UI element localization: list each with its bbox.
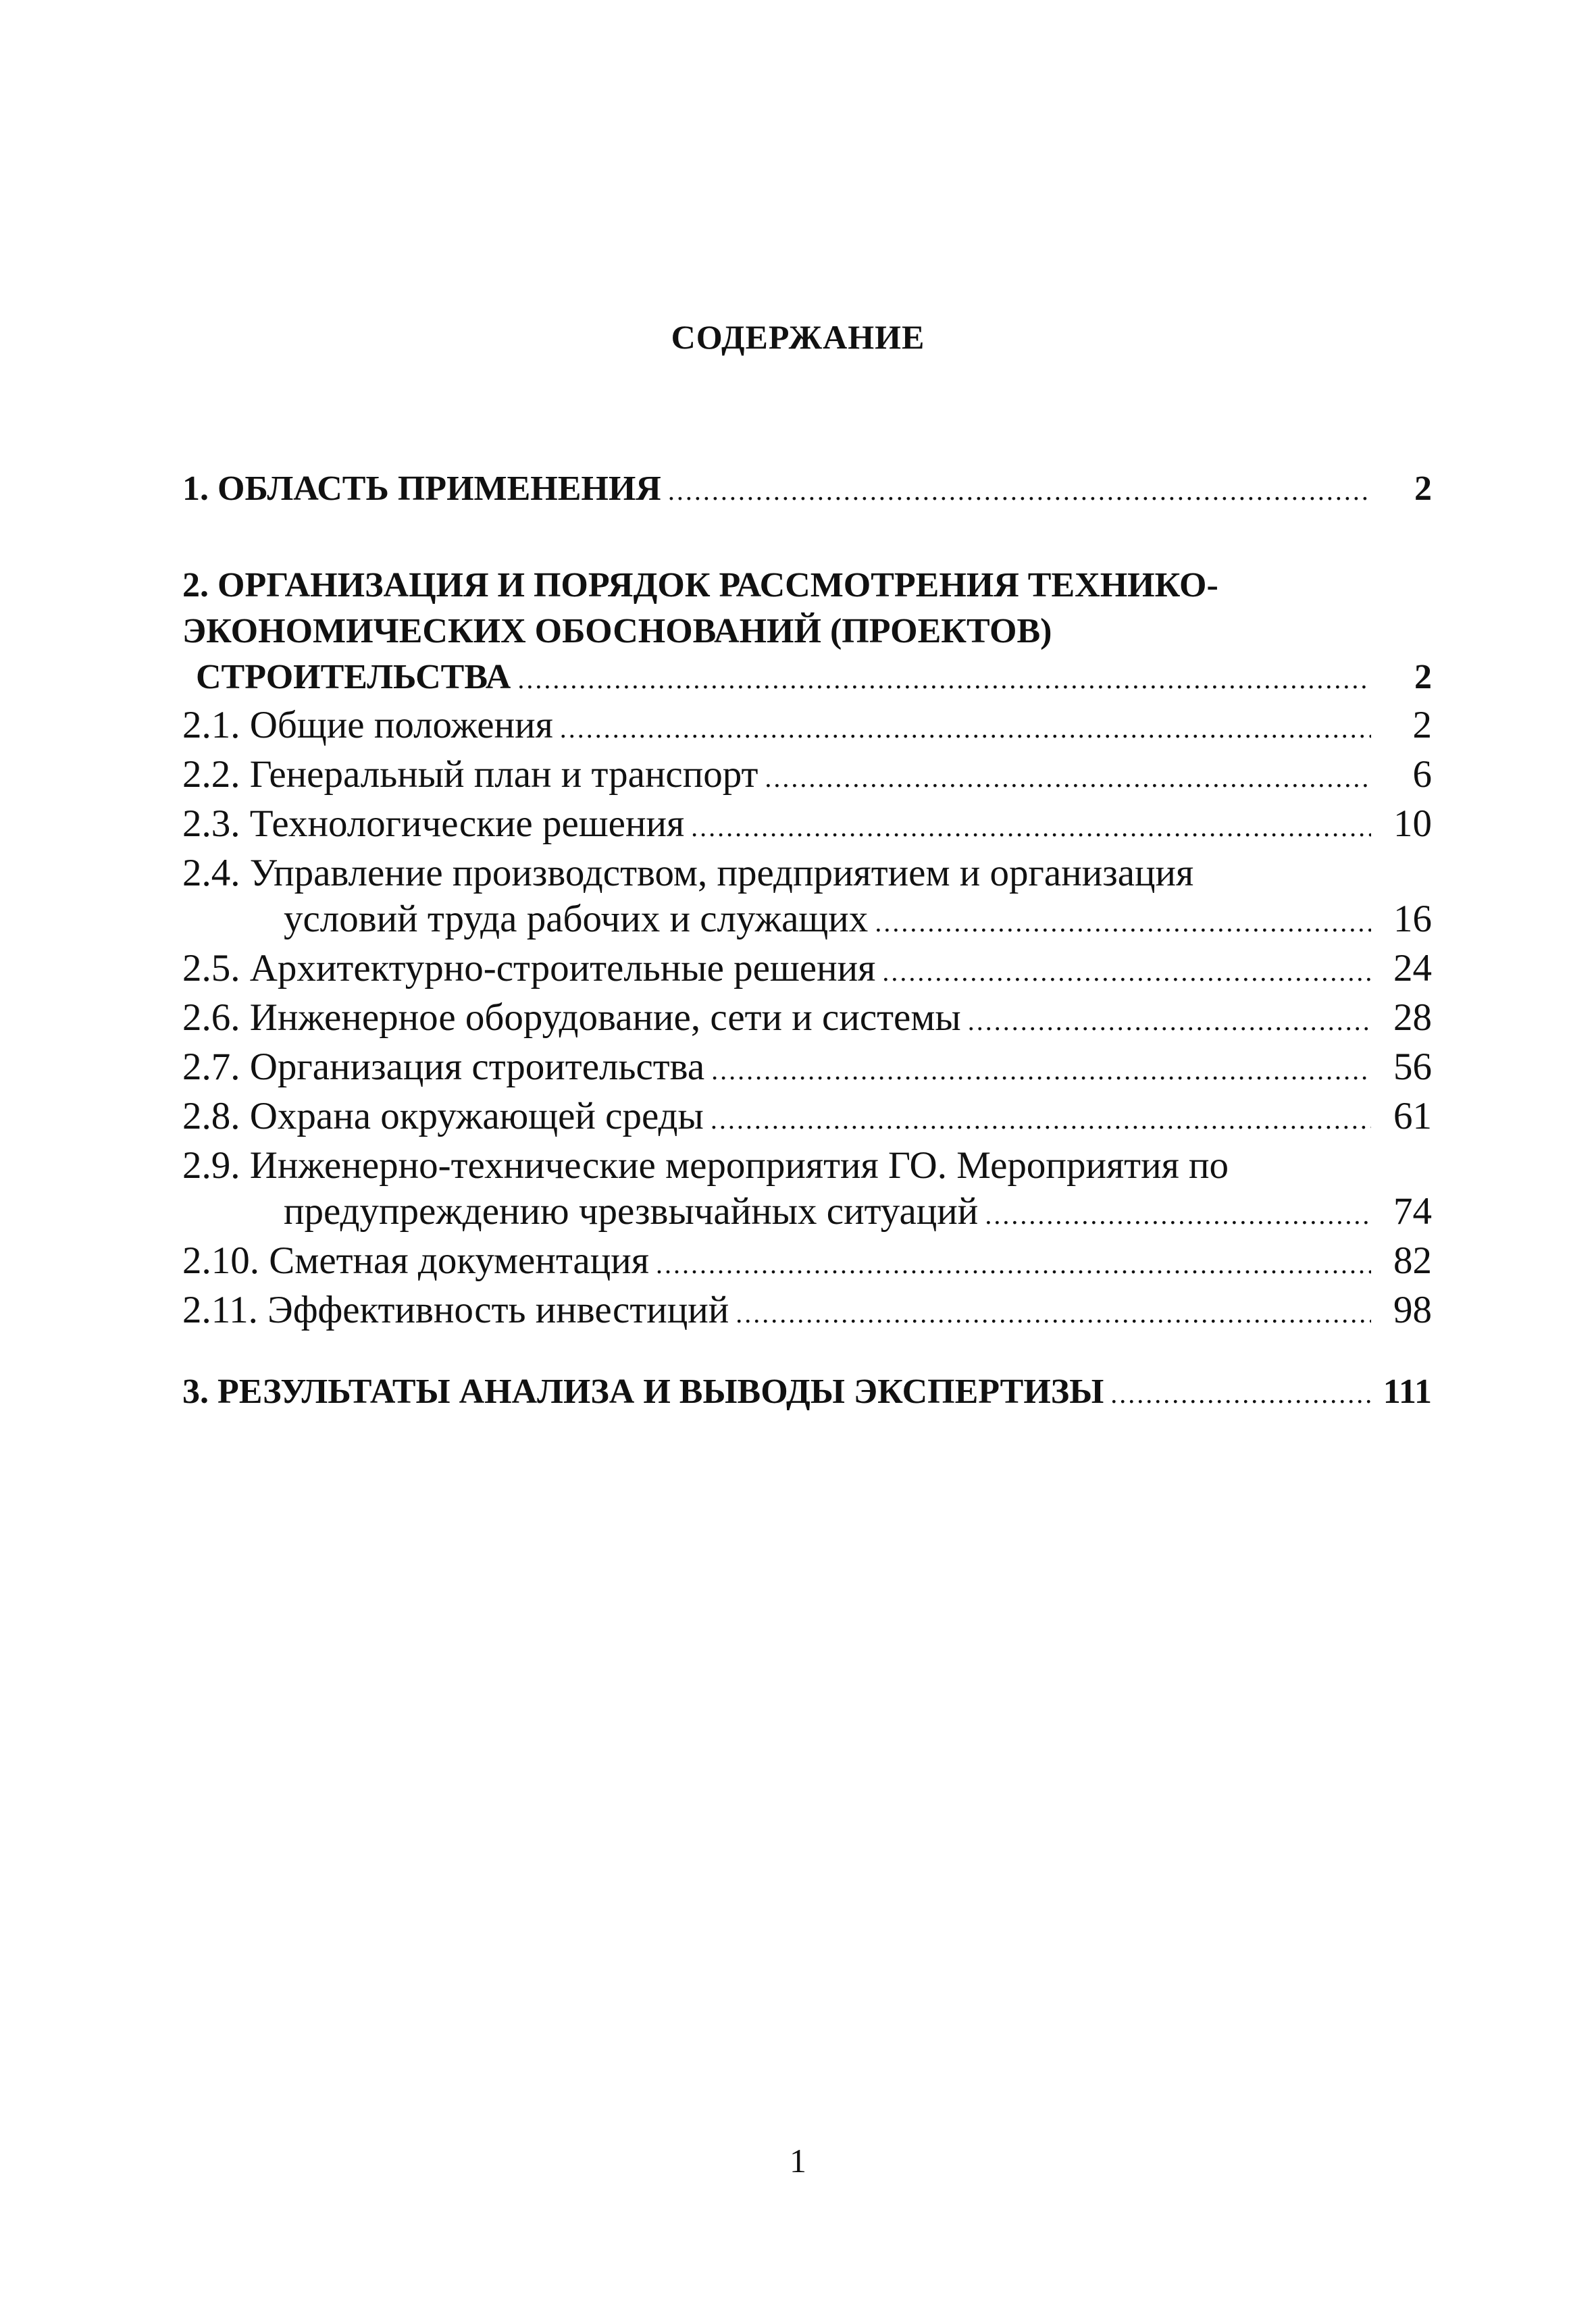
toc-entry-label-line: 2. ОРГАНИЗАЦИЯ И ПОРЯДОК РАССМОТРЕНИЯ ТЕХНИКО-	[182, 566, 1218, 605]
toc-entry-page: 2	[1414, 469, 1432, 508]
toc-entry-page: 16	[1393, 898, 1432, 940]
toc-entry-label-line: ЭКОНОМИЧЕСКИХ ОБОСНОВАНИЙ (ПРОЕКТОВ)	[182, 612, 1052, 650]
toc-entry-2-7[interactable]	[182, 1044, 1432, 1094]
toc-entry-label: 2.8. Охрана окружающей среды	[182, 1095, 704, 1137]
dot-leader	[985, 1189, 1371, 1238]
toc-entry-label: 2.7. Организация строительства	[182, 1046, 705, 1088]
toc-entry-page: 2	[1414, 658, 1432, 696]
toc-entry-label: СТРОИТЕЛЬСТВА	[196, 658, 511, 696]
toc-entry-label: 2.11. Эффективность инвестиций	[182, 1289, 729, 1331]
toc-entry-label: условий труда рабочих и служащих	[284, 898, 869, 940]
toc-entry-label: 2.2. Генеральный план и транспорт	[182, 753, 758, 796]
toc-entry-label: предупреждению чрезвычайных ситуаций	[284, 1190, 979, 1233]
dot-leader	[517, 654, 1371, 702]
toc-entry-page: 10	[1393, 802, 1432, 845]
toc-entry-label: 2.6. Инженерное оборудование, сети и системы	[182, 996, 961, 1039]
dot-leader	[668, 466, 1371, 514]
toc-entry-2-1[interactable]	[182, 702, 1432, 752]
toc-entry-label: 1. ОБЛАСТЬ ПРИМЕНЕНИЯ	[182, 469, 661, 508]
dot-leader	[875, 896, 1371, 946]
toc-entry-2-6[interactable]	[182, 995, 1432, 1044]
toc-entry-2-9[interactable]	[182, 1143, 1432, 1238]
toc-entry-page: 98	[1393, 1289, 1432, 1331]
dot-leader	[560, 702, 1371, 752]
toc-entry-label: 2.3. Технологические решения	[182, 802, 685, 845]
spacer	[182, 514, 1432, 563]
toc-entry-2-8[interactable]	[182, 1094, 1432, 1143]
toc-entry-page: 28	[1393, 996, 1432, 1039]
toc-entry-2-10[interactable]	[182, 1238, 1432, 1287]
toc-entry-label: 2.1. Общие положения	[182, 704, 553, 746]
toc-entry-1[interactable]	[182, 466, 1432, 514]
toc-entry-page: 6	[1412, 753, 1432, 796]
toc-entry-2-2[interactable]	[182, 752, 1432, 801]
toc-entry-page: 111	[1383, 1372, 1432, 1411]
page-number: 1	[790, 2142, 806, 2180]
toc-entry-label: 2.10. Сметная документация	[182, 1239, 649, 1282]
dot-leader	[736, 1287, 1371, 1337]
toc-entry-page: 61	[1393, 1095, 1432, 1137]
dot-leader	[882, 946, 1371, 995]
toc-entry-2-3[interactable]	[182, 801, 1432, 850]
toc-entry-page: 2	[1412, 704, 1432, 746]
dot-leader	[711, 1044, 1371, 1094]
toc-entry-label-line: 2.9. Инженерно-технические мероприятия ГО. Мероприятия по	[182, 1144, 1229, 1187]
page-title: СОДЕРЖАНИЕ	[671, 318, 925, 356]
toc-entry-label: 2.5. Архитектурно-строительные решения	[182, 947, 876, 989]
dot-leader	[656, 1238, 1371, 1287]
dot-leader	[968, 995, 1371, 1044]
toc-entry-page: 74	[1393, 1190, 1432, 1233]
toc-entry-3[interactable]	[182, 1369, 1432, 1417]
dot-leader	[765, 752, 1371, 801]
dot-leader	[711, 1094, 1371, 1143]
table-of-contents	[182, 466, 1432, 1417]
toc-entry-last-line	[182, 1189, 1432, 1238]
spacer	[182, 1337, 1432, 1369]
toc-entry-2-4[interactable]	[182, 850, 1432, 946]
toc-entry-label-line: 2.4. Управление производством, предприятием и организация	[182, 852, 1194, 894]
toc-entry-page: 56	[1393, 1046, 1432, 1088]
toc-entry-page: 82	[1393, 1239, 1432, 1282]
dot-leader	[1110, 1369, 1371, 1417]
toc-entry-last-line	[182, 654, 1432, 702]
toc-entry-2-5[interactable]	[182, 946, 1432, 995]
toc-entry-2-11[interactable]	[182, 1287, 1432, 1337]
toc-entry-label: 3. РЕЗУЛЬТАТЫ АНАЛИЗА И ВЫВОДЫ ЭКСПЕРТИЗЫ	[182, 1372, 1104, 1411]
toc-entry-last-line	[182, 896, 1432, 946]
toc-entry-page: 24	[1393, 947, 1432, 989]
dot-leader	[691, 801, 1371, 850]
toc-entry-2[interactable]	[182, 563, 1432, 702]
